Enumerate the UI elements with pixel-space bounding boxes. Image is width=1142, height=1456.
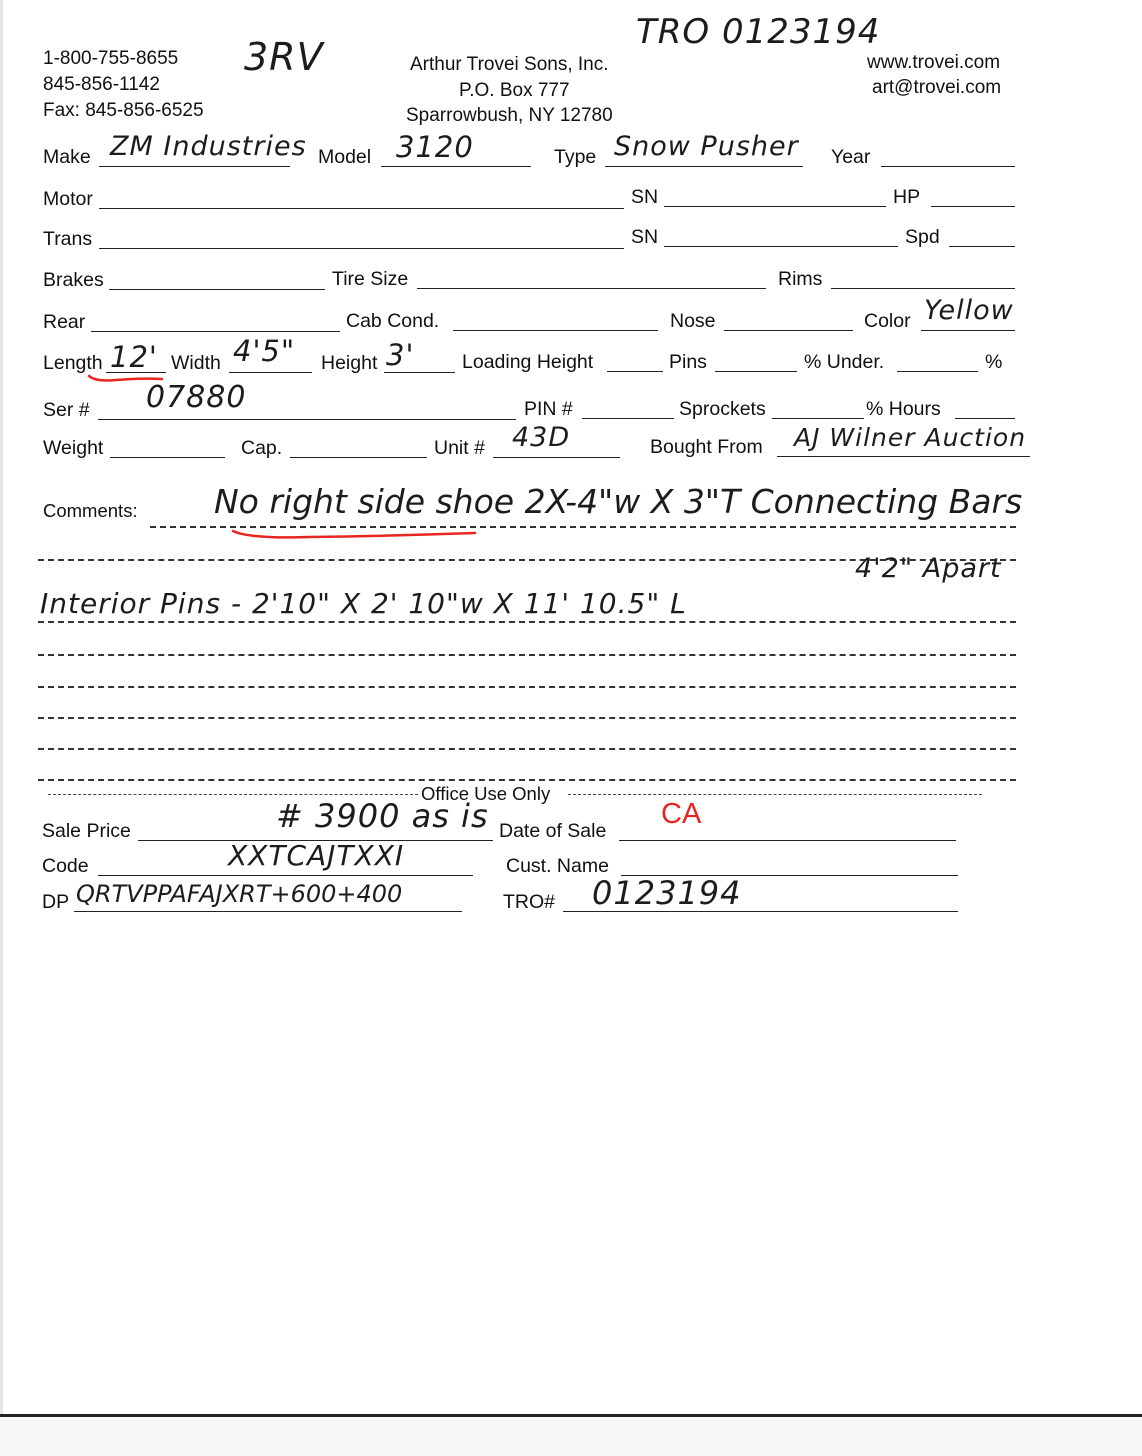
company-address: Sparrowbush, NY 12780 <box>406 105 613 126</box>
weight-line <box>110 457 225 458</box>
phone-toll-free: 1-800-755-8655 <box>43 48 179 69</box>
loading-height-line <box>607 371 663 372</box>
pct-hours-label: % Hours <box>866 398 941 420</box>
type-value: Snow Pusher <box>614 131 799 162</box>
cust-name-label: Cust. Name <box>506 855 609 877</box>
pin-line <box>582 418 674 419</box>
handwritten-tro: TRO 0123194 <box>636 12 881 52</box>
ser-value: 07880 <box>146 380 247 415</box>
cab-cond-line <box>453 330 658 331</box>
ser-label: Ser # <box>43 399 90 421</box>
motor-sn-line <box>664 206 886 207</box>
hp-line <box>931 206 1015 207</box>
motor-label: Motor <box>43 188 93 210</box>
office-divider-left <box>48 794 418 795</box>
loading-height-label: Loading Height <box>462 351 594 373</box>
trans-sn-line <box>664 246 898 247</box>
comment-dash-line-6 <box>38 717 1016 719</box>
width-label: Width <box>171 352 221 374</box>
spd-label: Spd <box>905 226 940 248</box>
comment-dash-line-5 <box>38 686 1016 688</box>
model-line <box>381 166 531 167</box>
make-value: ZM Industries <box>110 131 307 162</box>
bought-from-value: AJ Wilner Auction <box>794 423 1027 452</box>
bought-from-label: Bought From <box>650 436 763 458</box>
pct-sign: % <box>985 351 1003 373</box>
year-label: Year <box>831 146 871 168</box>
rear-line <box>91 331 340 332</box>
company-po-box: P.O. Box 777 <box>459 80 570 101</box>
pins-line <box>715 371 797 372</box>
cap-label: Cap. <box>241 437 283 459</box>
make-line <box>99 166 290 167</box>
date-of-sale-label: Date of Sale <box>499 820 607 842</box>
dp-line <box>74 911 462 912</box>
unit-label: Unit # <box>434 437 485 459</box>
spd-line <box>949 246 1015 247</box>
sale-price-value: # 3900 as is <box>276 797 489 835</box>
unit-value: 43D <box>512 422 571 453</box>
rims-line <box>831 288 1015 289</box>
comments-label: Comments: <box>43 500 138 521</box>
dp-value: QRTVPPAFAJXRT+600+400 <box>76 880 403 908</box>
comment-line-1: No right side shoe 2X-4"w X 3"T Connecting Bars <box>214 482 1023 521</box>
hp-label: HP <box>893 186 921 208</box>
height-value: 3' <box>386 338 415 372</box>
comment-line-3: Interior Pins - 2'10" X 2' 10"w X 11' 10.5" L <box>40 587 687 620</box>
ser-line <box>98 419 516 420</box>
dp-label: DP <box>42 891 70 913</box>
scan-edge <box>0 0 3 1453</box>
comment-red-underline <box>230 527 480 543</box>
type-label: Type <box>554 146 597 168</box>
bought-from-line <box>777 456 1030 457</box>
tire-size-label: Tire Size <box>332 268 409 290</box>
pct-under-line <box>897 371 978 372</box>
length-value: 12' <box>110 340 158 374</box>
code-label: Code <box>42 855 89 877</box>
pins-label: Pins <box>669 351 707 373</box>
weight-label: Weight <box>43 437 104 459</box>
tro-value: 0123194 <box>592 874 742 912</box>
rims-label: Rims <box>778 268 823 290</box>
sprockets-line <box>772 418 864 419</box>
cab-cond-label: Cab Cond. <box>346 310 440 332</box>
brakes-line <box>109 289 325 290</box>
sprockets-label: Sprockets <box>679 398 766 420</box>
cap-line <box>290 457 427 458</box>
rear-label: Rear <box>43 311 86 333</box>
phone-local: 845-856-1142 <box>43 74 160 95</box>
date-of-sale-mark: CA <box>661 798 702 830</box>
date-of-sale-line <box>619 840 956 841</box>
nose-label: Nose <box>670 310 716 332</box>
fax-number: Fax: 845-856-6525 <box>43 100 204 121</box>
email: art@trovei.com <box>872 77 1002 98</box>
company-name: Arthur Trovei Sons, Inc. <box>410 54 609 75</box>
trans-label: Trans <box>43 228 93 250</box>
comment-dash-line-4 <box>38 654 1016 656</box>
year-line <box>881 166 1015 167</box>
color-value: Yellow <box>924 295 1014 326</box>
handwritten-code: 3RV <box>244 35 324 79</box>
trans-line <box>99 248 624 249</box>
type-line <box>605 166 803 167</box>
tire-size-line <box>417 288 766 289</box>
length-label: Length <box>43 352 103 374</box>
tro-label: TRO# <box>503 891 556 913</box>
model-label: Model <box>318 146 372 168</box>
height-line <box>384 372 455 373</box>
make-label: Make <box>43 146 91 168</box>
comment-dash-line-8 <box>38 779 1016 781</box>
office-use-label: Office Use Only <box>421 783 551 804</box>
office-divider-right <box>568 794 982 795</box>
unit-line <box>493 457 620 458</box>
comment-dash-line-7 <box>38 748 1016 750</box>
sale-price-label: Sale Price <box>42 820 131 842</box>
width-value: 4'5" <box>233 334 296 368</box>
color-line <box>921 330 1015 331</box>
pct-hours-line <box>955 418 1015 419</box>
width-line <box>229 372 312 373</box>
motor-sn-label: SN <box>631 186 659 208</box>
color-label: Color <box>864 310 911 332</box>
pin-label: PIN # <box>524 398 573 420</box>
pct-under-label: % Under. <box>804 351 885 373</box>
height-label: Height <box>321 352 378 374</box>
code-line <box>98 875 473 876</box>
brakes-label: Brakes <box>43 269 104 291</box>
motor-line <box>99 208 624 209</box>
nose-line <box>724 330 853 331</box>
model-value: 3120 <box>396 130 474 164</box>
scan-bottom-border <box>0 1414 1142 1456</box>
trans-sn-label: SN <box>631 226 659 248</box>
code-value: XXTCAJTXXI <box>228 839 405 872</box>
comment-line-2: 4'2" Apart <box>855 553 1002 584</box>
website: www.trovei.com <box>867 52 1001 73</box>
